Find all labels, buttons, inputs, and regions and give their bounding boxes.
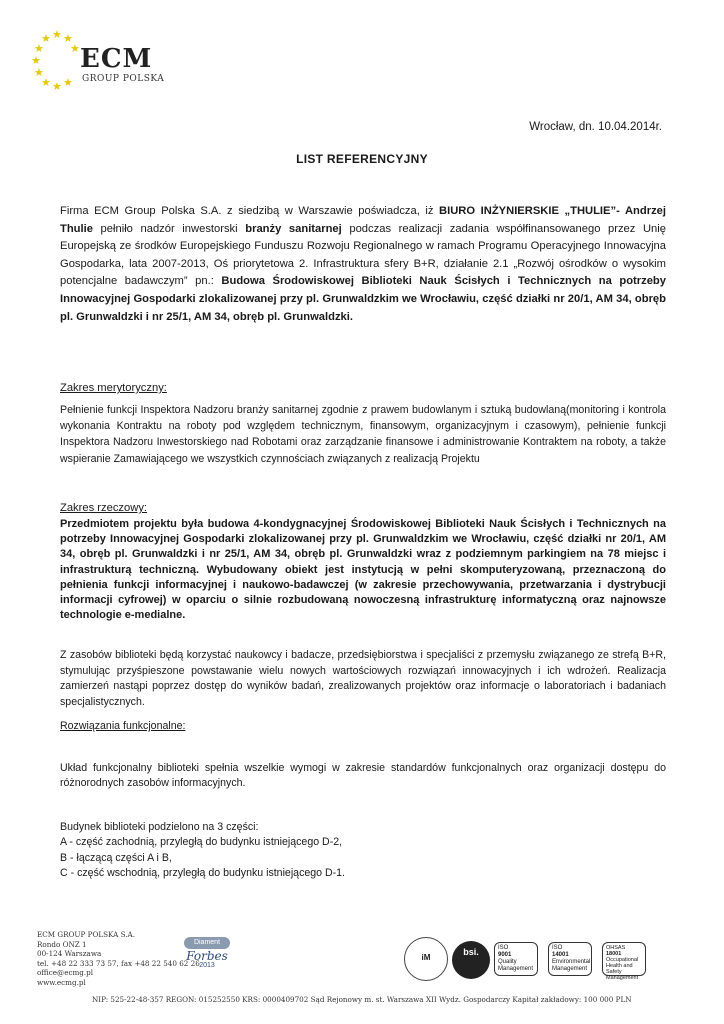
cert-desc: Occupational <box>606 957 639 963</box>
intro-paragraph <box>60 203 666 326</box>
badge-forbes-label: Forbes <box>186 949 228 963</box>
star-icon: ★ <box>41 77 51 89</box>
star-icon: ★ <box>52 81 62 93</box>
star-icon: ★ <box>70 43 80 55</box>
section-text-merytoryczny: Pełnienie funkcji Inspektora Nadzoru branży sanitarnej zgodnie z prawem budowlanym i sztuką budowlaną(monitoring i kontrola wykonania Kontraktu na roboty pod względem technicznym, finansowym, organizacyjnym i czasowym), pełnienie funkcji Inspektora Nadzoru Inwestorskiego nad Robotami oraz zarządzanie finansowe i administrowanie Kontraktem na roboty, a także wspieranie Zamawiającego we wszystkich czynnościach związanych z realizacją Projektu <box>60 404 666 465</box>
iso-14001-badge <box>548 942 592 976</box>
cert-std: ISO <box>552 945 563 951</box>
section-heading-rzeczowy: Zakres rzeczowy: <box>60 502 148 514</box>
intro-branch: branży sanitarnej <box>245 222 342 235</box>
list-item: A - część zachodnią, przyległą do budynku istniejącego D-2, <box>60 836 343 849</box>
cert-number: 14001 <box>552 952 569 958</box>
bsi-logo-icon <box>452 941 490 979</box>
company-email: office@ecmg.pl <box>37 968 94 978</box>
intro-company-name: BIURO INŻYNIERSKIE „THULIE”- Andrzej Thulie <box>60 205 666 235</box>
company-address <box>37 930 200 988</box>
intro-project-name: Budowa Środowiskowej Biblioteki Nauk Ścisłych i Technicznych na potrzeby Innowacyjnej Gospodarki zlokalizowanej przy pl. Grunwaldzkim we Wrocławiu, część działki nr 20/1, AM 34, obręb pl. Grunwaldzki i nr 25/1, AM 34, obręb pl. Grunwaldzki. <box>60 275 666 323</box>
users-paragraph: Z zasobów biblioteki będą korzystać naukowcy i badacze, przedsiębiorstwa i specjaliści z przemysłu związanego ze strefą B+R, stymulując przyśpieszone powstawanie wielu nowych wartościowych rozwiązań innowacyjnych i ich wdrożeń. Realizacja zamierzeń nastąpi poprzez dostęp do wyników badań, zrealizowanych projektów oraz informacje o laboratoriach i badaniach specjalistycznych. <box>60 649 666 708</box>
cert-desc: Environmental <box>552 959 591 965</box>
badge-diament-label: Diament <box>184 937 230 949</box>
section-text-rozwiazania: Układ funkcjonalny biblioteki spełnia wszelkie wymogi w zakresie standardów funkcjonalnych oraz organizacji dostępu do różnorodnych zasobów informacyjnych. <box>60 762 666 789</box>
company-phone: tel. +48 22 333 73 57, fax +48 22 540 62 26 <box>37 958 200 968</box>
star-icon: ★ <box>31 55 41 67</box>
iso-9001-badge <box>494 942 538 976</box>
cert-desc: Quality <box>498 959 517 965</box>
cert-number: 18001 <box>606 951 622 957</box>
ohsas-18001-badge <box>602 942 646 981</box>
letter-date: Wrocław, dn. 10.04.2014r. <box>529 121 662 133</box>
intro-text-3: podczas realizacji zadania współfinansowanego przez Unię Europejską ze środków Europejskiego Funduszu Rozwoju Regionalnego w ramach Programu Operacyjnego Innowacyjna Gospodarka, lata 2007-2013, Oś priorytetowa 2. Infrastruktura sfery B+R, działanie 2.1 „Rozwój ośrodków o wysokim potencjalne badawczym” pn.: <box>60 222 666 288</box>
company-website: www.ecmg.pl <box>37 977 86 987</box>
cert-desc: Management <box>606 975 639 981</box>
forbes-diamond-badge <box>178 937 236 971</box>
logo-subtitle: GROUP POLSKA <box>82 74 165 84</box>
building-parts-intro: Budynek biblioteki podzielono na 3 części: <box>60 821 259 833</box>
legal-footer: NIP: 525-22-48-357 REGON: 015252550 KRS: 0000409702 Sąd Rejonowy m. st. Warszawa XII Wydz. Gospodarczy Kapitał zakładowy: 100 000 PLN <box>92 995 632 1004</box>
badge-year: 2013 <box>199 962 215 969</box>
building-parts <box>60 820 560 882</box>
company-city: 00-124 Warszawa <box>37 949 102 959</box>
company-name: ECM GROUP POLSKA S.A. <box>37 930 136 939</box>
cert-std: ISO <box>498 945 509 951</box>
company-logo <box>30 29 190 93</box>
list-item: B - łączącą części A i B, <box>60 851 172 864</box>
section-heading-rozwiazania: Rozwiązania funkcjonalne: <box>60 720 186 732</box>
star-icon: ★ <box>34 43 44 55</box>
intro-text-2: pełniło nadzór inwestorski <box>92 222 246 235</box>
bsi-label: bsi. <box>463 947 479 957</box>
star-icon: ★ <box>34 67 44 79</box>
company-street: Rondo ONZ 1 <box>37 939 87 949</box>
star-icon: ★ <box>63 33 73 45</box>
section-heading-merytoryczny: Zakres merytoryczny: <box>60 382 167 394</box>
letter-title: LIST REFERENCYJNY <box>296 152 428 166</box>
cert-std: OHSAS <box>606 945 626 951</box>
section-text-rzeczowy: Przedmiotem projektu była budowa 4-kondygnacyjnej Środowiskowej Biblioteki Nauk Ścisłych i Technicznych na potrzeby Innowacyjnej Gospodarki zlokalizowanej przy pl. Grunwaldzkim we Wrocławiu, część działki nr 20/1, AM 34, obręb pl. Grunwaldzki i nr 25/1, AM 34, obręb pl. Grunwaldzki wraz z podziemnym parkingiem na 78 miejsc i infrastrukturą techniczną. Wybudowany obiekt jest instytucją w pełni skomputeryzowaną, przeznaczoną do pełnienia funkcji informacyjnej i naukowo-badawczej (w zakresie przechowywania, przetwarzania i dystrybucji informacji cyfrowej) w oparciu o silnie rozbudowaną nowoczesną infrastrukturę informatyczną oraz najnowsze technologie e-medialne. <box>60 518 666 622</box>
seal-label: iM <box>421 953 431 962</box>
star-icon: ★ <box>52 29 62 41</box>
cert-desc: Health and Safety <box>606 963 633 975</box>
intro-text-1: Firma ECM Group Polska S.A. z siedzibą w Warszawie poświadcza, iż <box>60 205 440 217</box>
list-item: C - część wschodnią, przyległą do budynku istniejącego D-1. <box>60 867 345 880</box>
cert-desc: Management <box>552 966 588 972</box>
cert-desc: Management <box>498 966 534 972</box>
star-icon: ★ <box>41 33 51 45</box>
logo-name: ECM <box>80 44 153 74</box>
cert-number: 9001 <box>498 952 512 958</box>
star-icon: ★ <box>63 77 73 89</box>
certification-seal-icon <box>404 937 448 981</box>
